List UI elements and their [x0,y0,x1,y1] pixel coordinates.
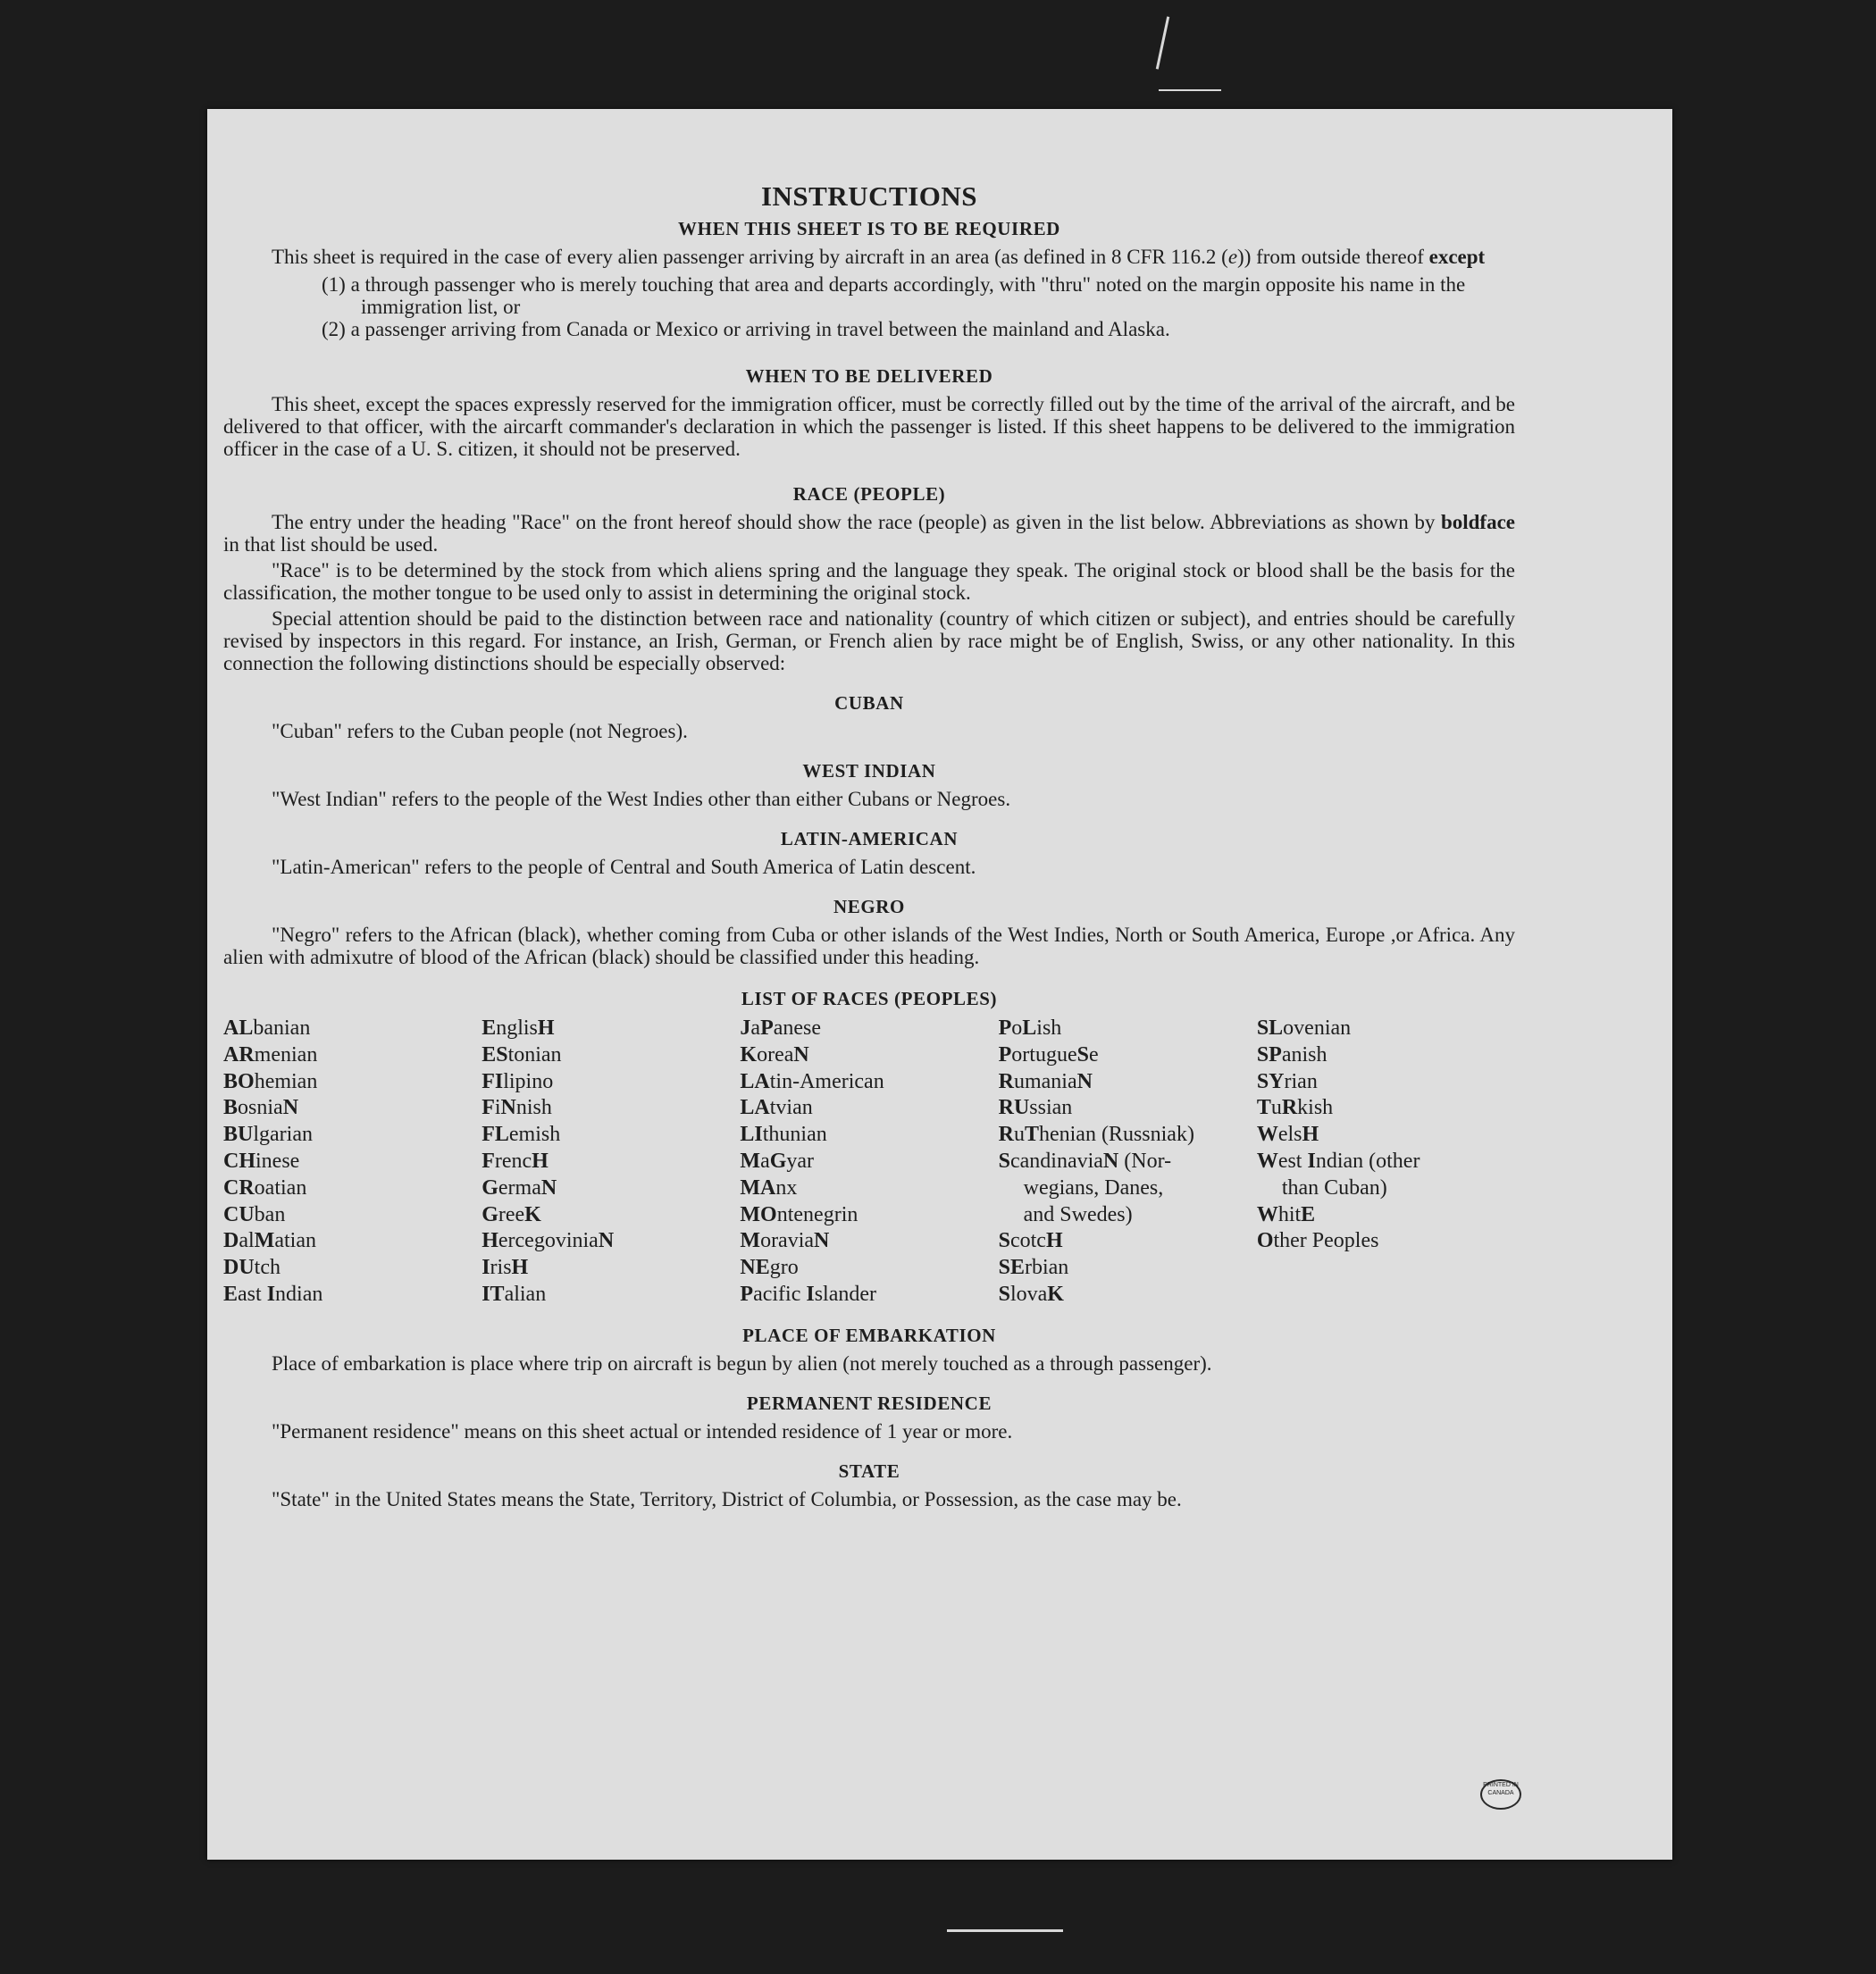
race-abbrev: I [266,1282,276,1306]
race-boldface: boldface [1440,511,1515,533]
race-item [223,1042,482,1069]
race-text: e [1088,1042,1099,1066]
race-text: slander [814,1282,877,1306]
race-text: banian [253,1016,311,1040]
race-abbrev: BU [223,1123,254,1147]
race-abbrev: MO [740,1202,777,1226]
race-abbrev: N [598,1229,615,1253]
race-text: orea [757,1042,794,1066]
state-text: "State" in the United States means the State, Territory, District of Columbia, or Possession, as the case may be. [272,1487,1182,1510]
race-item [1257,1069,1515,1096]
race-item [223,1282,482,1309]
race-text: a [750,1016,761,1040]
race-text: ther Peoples [1273,1229,1379,1253]
race-text: ast [238,1282,267,1306]
race-item [1257,1149,1515,1175]
race-text: umania [1013,1069,1077,1093]
race-abbrev: N [793,1042,809,1066]
section-heading-negro: NEGRO [833,896,905,917]
race-text: nglis [496,1016,538,1040]
race-abbrev: W [1256,1123,1278,1147]
race-abbrev: R [1281,1096,1298,1120]
race-abbrev: R [998,1069,1014,1093]
west-indian-text: "West Indian" refers to the people of the West Indies other than either Cubans or Negroes. [272,788,1011,810]
race-text: nx [775,1175,798,1200]
race-abbrev: P [760,1016,774,1040]
race-abbrev: P [998,1042,1012,1066]
race-abbrev: K [740,1042,758,1066]
race-item [1257,1202,1515,1229]
race-text: candinavia [1009,1149,1103,1173]
race-item [740,1122,998,1149]
race-abbrev: H [532,1149,549,1173]
race-abbrev: LI [740,1123,763,1147]
race-abbrev: K [524,1202,541,1226]
race-text: ssian [1029,1096,1073,1120]
race-item [740,1228,998,1255]
negro-text: "Negro" refers to the African (black), whether coming from Cuba or other islands of the West Indies, North or South America, Europe ,or Africa. Any alien with admixutre of blood of the African (black) should be classified under this heading. [223,924,1515,968]
races-column [999,1016,1257,1309]
delivered-text: This sheet, except the spaces expressly reserved for the immigration officer, must be correctly filled out by the time of the arrival of the aircraft, and be delivered to that officer, with the aircarft commander's declaration in which the passenger is listed. If this sheet happens to be delivered to the immigration officer in the case of a U. S. citizen, it should not be preserved. [223,393,1515,460]
race-abbrev: B [223,1096,239,1120]
race-text: ban [254,1202,286,1226]
race-abbrev: F [482,1096,495,1120]
page-title: INSTRUCTIONS [760,180,977,212]
race-text: al [239,1229,255,1253]
race-text: u [1270,1096,1282,1120]
section-heading-residence: PERMANENT RESIDENCE [746,1392,992,1414]
race-abbrev: P [740,1282,754,1306]
race-item [999,1069,1257,1096]
race-item [223,1228,482,1255]
race-abbrev: T [1256,1096,1271,1120]
race-abbrev: I [482,1256,490,1280]
race-text: i [494,1096,501,1120]
intro-text: )) from outside thereof [1237,246,1429,268]
race-item [740,1095,998,1122]
race-text: erma [498,1175,541,1200]
race-item [482,1016,740,1042]
race-abbrev: CR [223,1175,255,1200]
race-text: lova [1009,1282,1048,1306]
race-text: ndian [275,1282,323,1306]
race-text: ndian (other [1315,1149,1420,1173]
section-heading-west-indian: WEST INDIAN [802,760,936,782]
race-text: a [760,1149,770,1173]
race-abbrev: W [1256,1202,1278,1226]
race-abbrev: R [998,1123,1014,1147]
section-heading-delivered: WHEN TO BE DELIVERED [745,365,993,387]
race-abbrev: G [769,1149,787,1173]
race-item [999,1255,1257,1282]
printer-seal [1480,1779,1521,1810]
race-text: lipino [503,1069,554,1093]
race-text: atian [274,1229,316,1253]
race-abbrev: FI [482,1069,504,1093]
race-item [223,1255,482,1282]
race-text: lgarian [253,1123,313,1147]
race-abbrev: LA [740,1069,770,1093]
residence-text: "Permanent residence" means on this sheet actual or intended residence of 1 year or more. [272,1419,1013,1443]
race-text: ish [1036,1016,1062,1040]
race-abbrev: SE [998,1256,1025,1280]
race-text: alian [504,1282,547,1306]
race-item [740,1202,998,1229]
race-item [999,1122,1257,1149]
film-scratch [1159,89,1221,91]
race-item [999,1282,1257,1309]
race-abbrev: F [482,1149,495,1173]
race-abbrev: BO [223,1069,255,1093]
race-text: hemian [254,1069,318,1093]
race-item [223,1122,482,1149]
race-text: anish [1281,1042,1327,1066]
race-abbrev: T [1024,1123,1039,1147]
race-abbrev: S [1076,1042,1089,1066]
race-abbrev: N [814,1229,830,1253]
race-paragraph-1 [223,511,1515,556]
race-item [223,1175,482,1202]
race-text: thunian [762,1123,827,1147]
embarkation-text: Place of embarkation is place where trip on aircraft is begun by alien (not merely touched as a through passenger). [272,1351,1212,1375]
race-abbrev: AL [223,1016,254,1040]
section-heading-latin-american: LATIN-AMERICAN [780,828,959,849]
race-item [740,1042,998,1069]
races-column [223,1016,482,1309]
race-abbrev: M [740,1149,761,1173]
race-abbrev: N [540,1175,557,1200]
race-abbrev: E [482,1016,497,1040]
race-abbrev: S [998,1282,1010,1306]
race-item [740,1282,998,1309]
race-abbrev: N [500,1096,516,1120]
race-abbrev: S [998,1229,1010,1253]
race-paragraph-3: Special attention should be paid to the distinction between race and nationality (country of which citizen or subject), and entries should be carefully revised by inspectors in this regard. For instance, an Irish, German, or French alien by race might be of English, Swiss, or any other nationality. In this connection the following distinctions should be especially observed: [223,607,1515,674]
race-abbrev: FL [482,1123,509,1147]
race-text: kish [1297,1096,1334,1120]
race-text: rbian [1024,1256,1069,1280]
film-scratch [1156,16,1169,69]
race-abbrev: SY [1256,1069,1285,1093]
races-column [1257,1016,1515,1309]
race-text: oatian [254,1175,307,1200]
race-item [999,1095,1257,1122]
race-abbrev: H [537,1016,555,1040]
race-text: menian [254,1042,318,1066]
race-paragraph-2: "Race" is to be determined by the stock from which aliens spring and the language they speak. The original stock or blood shall be the basis for the classification, the mother tongue to be used only to assist in determining the original stock. [223,559,1515,604]
race-abbrev: J [740,1016,751,1040]
race-abbrev: L [1022,1016,1037,1040]
race-abbrev: O [1256,1229,1274,1253]
race-text: ercegovinia [498,1229,599,1253]
race-item [482,1149,740,1175]
race-text: tonian [507,1042,562,1066]
race-abbrev: ES [482,1042,508,1066]
race-text: ovenian [1283,1016,1352,1040]
race-text: The entry under the heading "Race" on the front hereof should show the race (people) as given in the list below. Abbreviations as shown by [272,511,1441,533]
race-text: hit [1277,1202,1302,1226]
race-item [482,1175,740,1202]
races-column [482,1016,740,1309]
race-abbrev: RU [998,1096,1030,1120]
race-text: tch [254,1256,281,1280]
race-item [1257,1042,1515,1069]
race-abbrev: DU [223,1256,255,1280]
race-text: rian [1284,1069,1318,1093]
race-text: osnia [238,1096,283,1120]
race-item [482,1202,740,1229]
race-text: o [1011,1016,1023,1040]
race-abbrev: H [511,1256,529,1280]
race-item [999,1042,1257,1069]
race-abbrev: AR [223,1042,255,1066]
race-abbrev: I [806,1282,815,1306]
section-heading-state: STATE [838,1460,900,1482]
race-abbrev: S [998,1149,1010,1173]
race-abbrev: M [254,1229,275,1253]
race-text: ris [490,1256,512,1280]
race-abbrev: H [1045,1229,1063,1253]
seal-text: PRINTED IN CANADA [1483,1782,1519,1796]
race-abbrev: M [740,1229,761,1253]
race-item [223,1069,482,1096]
race-item [223,1149,482,1175]
race-item [482,1122,740,1149]
race-item [740,1255,998,1282]
section-heading-race: RACE (PEOPLE) [792,483,946,505]
race-abbrev: CH [223,1149,255,1173]
race-abbrev: MA [740,1175,776,1200]
race-text: u [1013,1123,1025,1147]
race-item [999,1149,1257,1175]
race-text: ntenegrin [776,1202,858,1226]
section-heading-races-list: LIST OF RACES (PEOPLES) [741,988,998,1009]
race-text: yar [786,1149,815,1173]
race-abbrev: SP [1256,1042,1282,1066]
races-column [740,1016,998,1309]
race-abbrev: N [282,1096,299,1120]
race-text: tvian [769,1096,813,1120]
race-abbrev: SL [1256,1016,1284,1040]
race-text: ree [498,1202,525,1226]
intro-text: This sheet is required in the case of every alien passenger arriving by aircraft in an area (as defined in 8 CFR 116.2 ( [272,246,1228,268]
latin-american-text: "Latin-American" refers to the people of Central and South America of Latin descent. [272,856,976,878]
race-item [1257,1228,1515,1255]
race-item [482,1255,740,1282]
race-text: tin-American [769,1069,884,1093]
race-text: ortugue [1011,1042,1077,1066]
race-item [482,1282,740,1309]
race-item [740,1175,998,1202]
race-text: est [1277,1149,1308,1173]
race-abbrev: G [482,1175,498,1200]
race-abbrev: N [1076,1069,1093,1093]
race-abbrev: P [998,1016,1012,1040]
section-heading-cuban: CUBAN [834,692,904,714]
race-text: cotc [1009,1229,1046,1253]
race-item [740,1149,998,1175]
race-item: wegians, Danes, [1023,1175,1164,1200]
race-text: (Nor- [1118,1149,1172,1173]
race-text: inese [255,1149,300,1173]
race-item [482,1095,740,1122]
race-text: in that list should be used. [223,533,439,556]
exception-item: (1) a through passenger who is merely touching that area and departs accordingly, with "thru" noted on the margin opposite his name in the immigration list, or [322,273,1466,318]
races-list [223,1016,1515,1309]
race-abbrev: E [223,1282,239,1306]
race-item [482,1069,740,1096]
race-abbrev: LA [740,1096,770,1120]
cuban-text: "Cuban" refers to the Cuban people (not Negroes). [272,720,688,742]
exceptions-list [322,273,1515,340]
race-abbrev: CU [223,1202,255,1226]
race-item [482,1042,740,1069]
race-item [999,1016,1257,1042]
race-item [223,1016,482,1042]
intro-subsection: e [1227,246,1238,268]
race-abbrev: H [482,1229,498,1253]
race-item [740,1016,998,1042]
instructions-content [223,180,1515,1510]
race-abbrev: N [1102,1149,1119,1173]
race-item [1257,1016,1515,1042]
race-item [1257,1095,1515,1122]
exception-item: (2) a passenger arriving from Canada or Mexico or arriving in travel between the mainland and Alaska. [322,318,1170,340]
race-abbrev: IT [482,1282,505,1306]
race-text: anese [773,1016,822,1040]
race-abbrev: D [223,1229,239,1253]
race-text: oravia [760,1229,815,1253]
race-abbrev: W [1256,1149,1278,1173]
race-item [740,1069,998,1096]
race-text: els [1277,1123,1302,1147]
race-item: than Cuban) [1281,1175,1387,1200]
race-item [223,1202,482,1229]
race-text: emish [508,1123,561,1147]
section-heading-embarkation: PLACE OF EMBARKATION [742,1324,996,1346]
race-text: acific [753,1282,807,1306]
race-text: gro [769,1256,799,1280]
race-abbrev: H [1302,1123,1319,1147]
race-abbrev: NE [740,1256,770,1280]
race-abbrev: G [482,1202,498,1226]
race-abbrev: I [1307,1149,1316,1173]
race-item: and Swedes) [1023,1202,1133,1226]
race-item [999,1228,1257,1255]
race-text: renc [494,1149,532,1173]
race-abbrev: K [1047,1282,1064,1306]
race-text: nish [515,1096,552,1120]
race-item [1257,1122,1515,1149]
race-abbrev: E [1301,1202,1316,1226]
race-item [482,1228,740,1255]
race-text: henian (Russniak) [1038,1123,1194,1147]
required-intro [223,246,1515,268]
race-item [223,1095,482,1122]
section-heading-required: WHEN THIS SHEET IS TO BE REQUIRED [678,218,1060,239]
document-page [207,109,1672,1860]
intro-except: except [1428,246,1486,268]
film-scratch [947,1929,1063,1932]
